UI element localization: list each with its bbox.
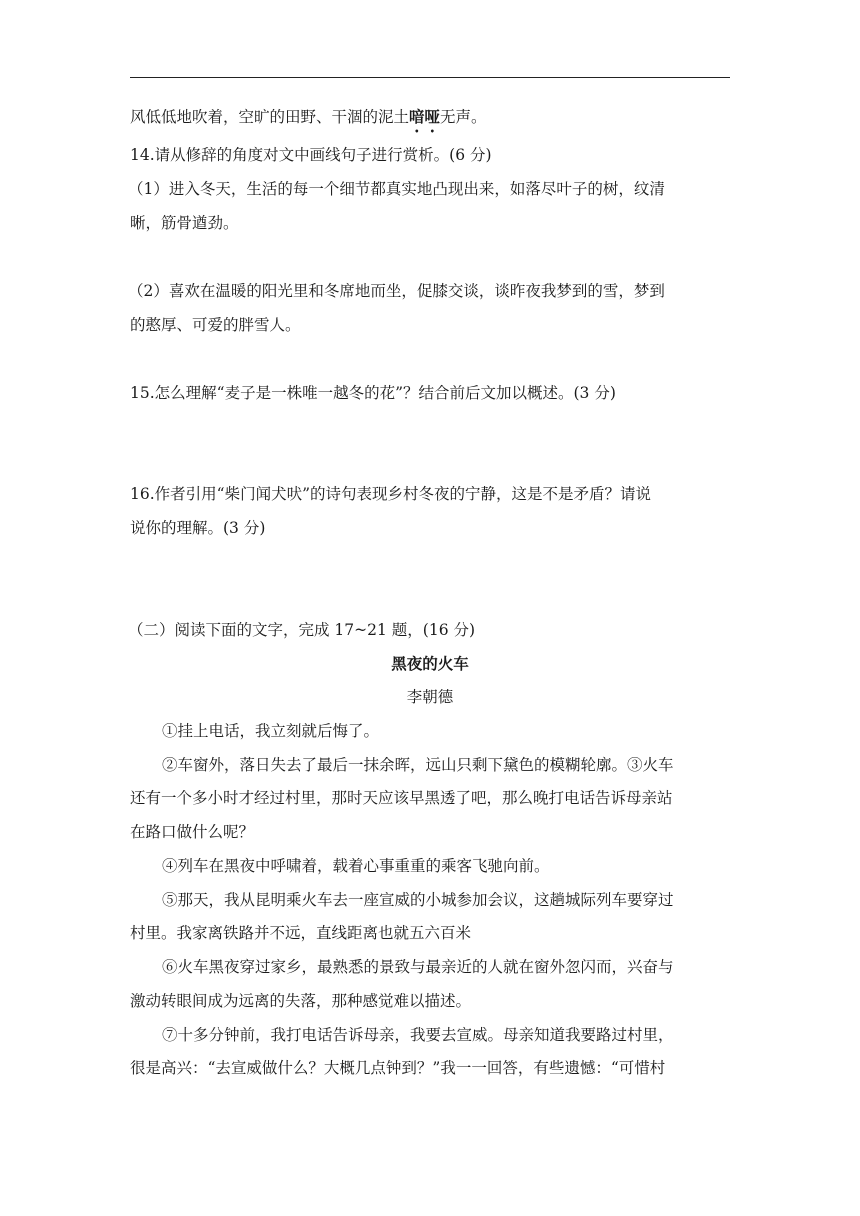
section-2-heading: （二）阅读下面的文字，完成 17~21 题，(16 分) — [128, 621, 476, 639]
question-16-prompt-line-1: 16.作者引用“柴门闻犬吠”的诗句表现乡村冬夜的宁静，这是不是矛盾？请说 — [130, 485, 652, 503]
passage-paragraph-line: ②车窗外，落日失去了最后一抹余晖，远山只剩下黛色的模糊轮廓。③火车 — [162, 756, 674, 774]
passage-paragraph-line: ⑥火车黑夜穿过家乡，最熟悉的景致与最亲近的人就在窗外忽闪而，兴奋与 — [162, 958, 674, 976]
header-rule — [130, 77, 730, 78]
question-16-prompt-line-2: 说你的理解。(3 分) — [130, 519, 266, 537]
passage-title: 黑夜的火车 — [391, 655, 469, 673]
question-14-item-1-line-2: 晰，筋骨遒劲。 — [130, 214, 239, 232]
passage-author: 李朝德 — [406, 688, 454, 706]
passage-paragraph-line: ⑤那天，我从昆明乘火车去一座宣威的小城参加会议，这趟城际列车要穿过 — [162, 891, 674, 909]
question-15-prompt: 15.怎么理解“麦子是一株唯一越冬的花”？结合前后文加以概述。(3 分) — [130, 384, 616, 402]
fragment-before: 风低低地吹着，空旷的田野、干涸的泥土 — [130, 108, 410, 126]
question-14-item-2-line-2: 的憨厚、可爱的胖雪人。 — [130, 316, 301, 334]
fragment-after: 无声。 — [440, 108, 487, 126]
emphasis-dotted-word: 喑哑 — [409, 107, 441, 126]
passage-paragraph-line: 还有一个多小时才经过村里，那时天应该早黑透了吧，那么晚打电话告诉母亲站 — [130, 789, 673, 807]
passage-paragraph-line: 激动转眼间成为远离的失落，那种感觉难以描述。 — [130, 992, 472, 1010]
question-14-item-2-line-1: （2）喜欢在温暖的阳光里和冬席地而坐，促膝交谈，谈昨夜我梦到的雪，梦到 — [128, 282, 665, 300]
passage-paragraph-line: ⑦十多分钟前，我打电话告诉母亲，我要去宣威。母亲知道我要路过村里， — [162, 1026, 674, 1044]
passage-paragraph-line: ④列车在黑夜中呼啸着，载着心事重重的乘客飞驰向前。 — [162, 857, 550, 875]
passage-paragraph-line: 很是高兴：“去宣威做什么？大概几点钟到？”我一一回答，有些遗憾：“可惜村 — [130, 1059, 666, 1077]
passage-paragraph-line: 在路口做什么呢？ — [130, 823, 255, 841]
text-line-fragment — [130, 107, 730, 136]
question-14-prompt: 14.请从修辞的角度对文中画线句子进行赏析。(6 分) — [130, 146, 492, 164]
passage-paragraph-line: 村里。我家离铁路并不远，直线距离也就五六百米 — [130, 924, 472, 942]
question-14-item-1-line-1: （1）进入冬天，生活的每一个细节都真实地凸现出来，如落尽叶子的树，纹清 — [128, 180, 665, 198]
passage-paragraph-line: ①挂上电话，我立刻就后悔了。 — [162, 722, 380, 740]
